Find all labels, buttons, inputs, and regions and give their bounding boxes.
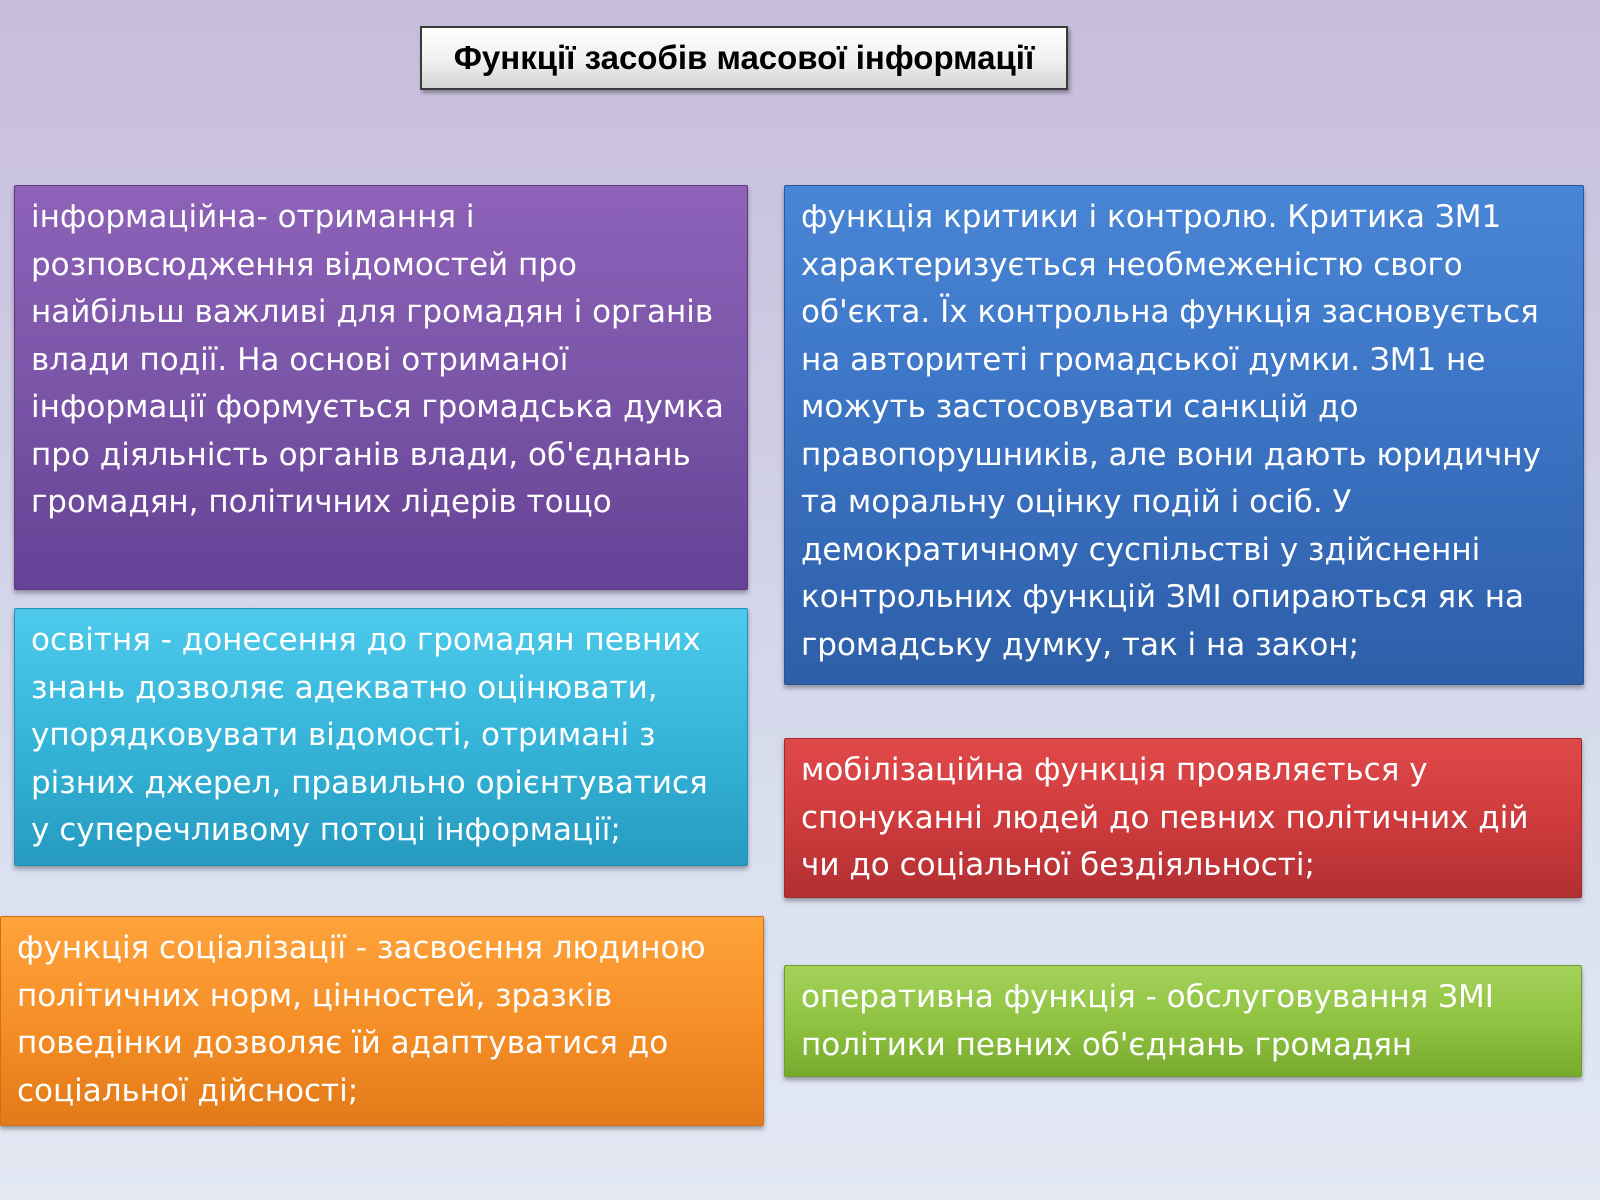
educational-function-box	[14, 608, 748, 866]
mobilization-function-text: мобілізаційна функція проявляється у спонуканні людей до певних політичних дій чи до соціальної бездіяльності;	[801, 752, 1529, 883]
socialization-function-text: функція соціалізації - засвоєння людиною політичних норм, цінностей, зразків поведінки дозволяє їй адаптуватися до соціальної дійсності;	[17, 930, 706, 1109]
criticism-control-function-text: функція критики і контролю. Критика ЗМ1 характеризується необмеженістю свого об'єкта. Їх контрольна функція засновується на авторитеті громадської думки. ЗМ1 не можуть застосовувати санкцій до правопорушників, але вони дають юридичну та моральну оцінку подій і осіб. У демократичному суспільстві у здійсненні контрольних функцій ЗМІ опираються як на громадську думку, так і на закон;	[801, 199, 1541, 663]
operational-function-box	[784, 965, 1582, 1077]
mobilization-function-box	[784, 738, 1582, 898]
socialization-function-box	[0, 916, 764, 1126]
informational-function-text: інформаційна- отримання і розповсюдження відомостей про найбільш важливі для громадян і органів влади події. На основі отриманої інформації формується громадська думка про діяльність органів влади, об'єднань громадян, політичних лідерів тощо	[31, 199, 724, 520]
informational-function-box	[14, 185, 748, 590]
criticism-control-function-box	[784, 185, 1584, 685]
operational-function-text: оперативна функція - обслуговування ЗМІ політики певних об'єднань громадян	[801, 979, 1494, 1063]
educational-function-text: освітня - донесення до громадян певних знань дозволяє адекватно оцінювати, упорядковувати відомості, отримані з різних джерел, правильно орієнтуватися у суперечливому потоці інформації;	[31, 622, 708, 848]
title-box	[420, 26, 1068, 90]
page-title: Функції засобів масової інформації	[453, 39, 1035, 76]
